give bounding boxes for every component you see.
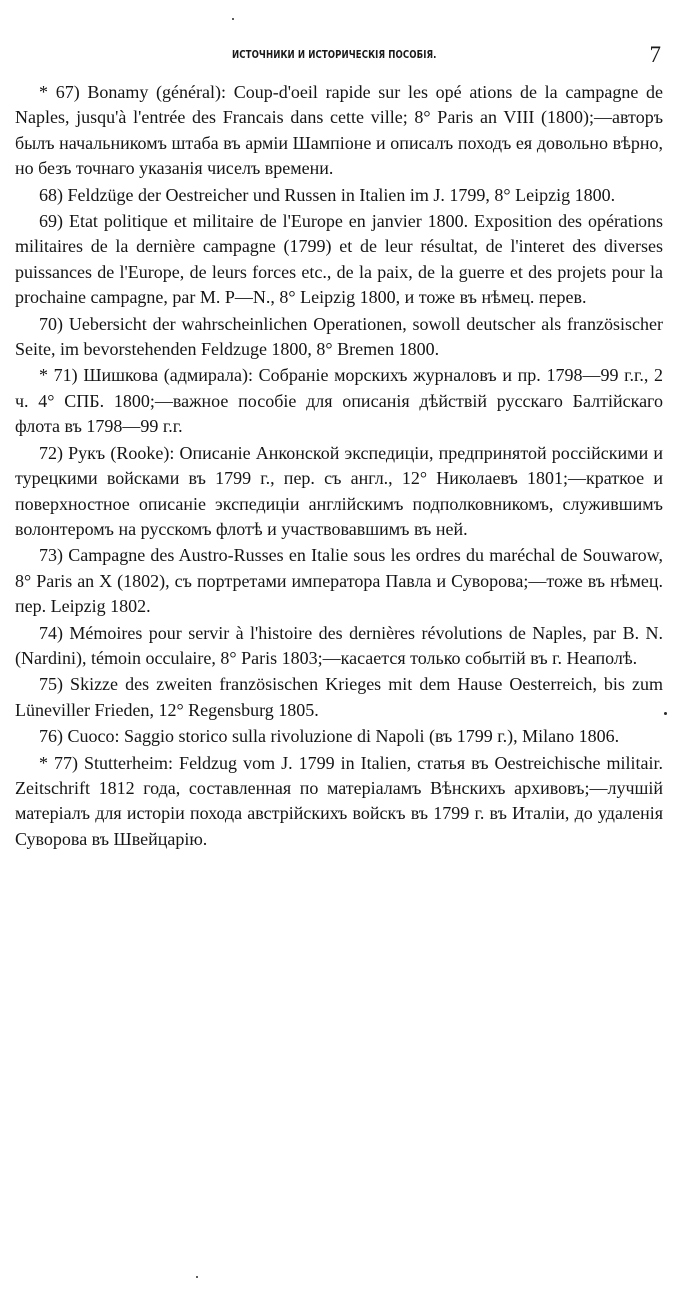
bibliography-list	[15, 80, 663, 852]
bibliography-entry-70: 70) Uebersicht der wahrscheinlichen Operationen, sowoll deutscher als französischer Seite, im bevorstehenden Feldzuge 1800, 8° Bremen 1800.	[15, 313, 663, 360]
bibliography-entry-67: * 67) Bonamy (général): Coup-d'oeil rapide sur les opé ations de la campagne de Naples, jusqu'à l'entrée des Francais dans cette ville; 8° Paris an VIII (1800);—авторъ былъ начальникомъ штаба въ арміи Шампіоне и описалъ походъ ея довольно вѣрно, но безъ точнаго указанія чиселъ времени.	[15, 82, 663, 179]
bibliography-entry-74: 74) Mémoires pour servir à l'histoire des dernières révolutions de Naples, par B. N. (Nardini), témoin occulaire, 8° Paris 1803;—касается только событій въ г. Неаполѣ.	[15, 622, 663, 668]
bibliography-entry-75: 75) Skizze des zweiten französischen Krieges mit dem Hause Oesterreich, bis zum Lüneviller Frieden, 12° Regensburg 1805.	[15, 674, 663, 720]
print-speck	[664, 712, 667, 715]
page-number: 7	[649, 42, 661, 67]
bibliography-entry-76: 76) Cuoco: Saggio storico sulla rivoluzione di Napoli (въ 1799 г.), Milano 1806.	[39, 726, 620, 747]
bibliography-entry-73: 73) Campagne des Austro-Russes en Italie sous les ordres du maréchal de Souwarow, 8° Paris an X (1802), съ портретами императора Павла и Суворова;—тоже въ нѣмец. пер. Leipzig 1802.	[15, 545, 663, 617]
bibliography-entry-77: * 77) Stutterheim: Feldzug vom J. 1799 in Italien, статья въ Oestreichische militair. Zeitschrift 1812 года, составленная по матеріаламъ Вѣнскихъ архивовъ;—лучшій матеріалъ для исторіи похода австрійскихъ войскъ въ 1799 г. въ Италіи, до удаленія Суворова въ Швейцарію.	[15, 752, 663, 849]
running-header	[0, 44, 677, 68]
bibliography-entry-68: 68) Feldzüge der Oestreicher und Russen in Italien im J. 1799, 8° Leipzig 1800.	[39, 184, 616, 205]
bibliography-entry-72: 72) Рукъ (Rooke): Описаніе Анконской экспедиціи, предпринятой россійскими и турецкими войсками въ 1799 г., пер. съ англ., 12° Николаевъ 1801;—краткое и поверхностное описаніе экспедиціи англійскимъ подполковникомъ, служившимъ волонтеромъ на русскомъ флотѣ и участвовавшимъ въ ней.	[15, 442, 663, 539]
bibliography-entry-71: * 71) Шишкова (адмирала): Собраніе морскихъ журналовъ и пр. 1798—99 г.г., 2 ч. 4° СПБ. 1800;—важное пособіе для описанія дѣйствій русскаго Балтійскаго флота въ 1798—99 г.г.	[15, 365, 663, 437]
print-speck	[196, 1276, 198, 1278]
bibliography-entry-69: 69) Etat politique et militaire de l'Europe en janvier 1800. Exposition des opérations militaires de la dernière campagne (1799) et de leur résultat, de l'interet des diverses puissances de l'Europe, de leurs forces etc., de la paix, de la guerre et des projets pour la prochaine campagne, par M. P—N., 8° Leipzig 1800, и тоже въ нѣмец. перев.	[15, 211, 663, 308]
running-title: ИСТОЧНИКИ И ИСТОРИЧЕСКІЯ ПОСОБІЯ.	[232, 48, 437, 61]
print-speck	[232, 18, 234, 20]
